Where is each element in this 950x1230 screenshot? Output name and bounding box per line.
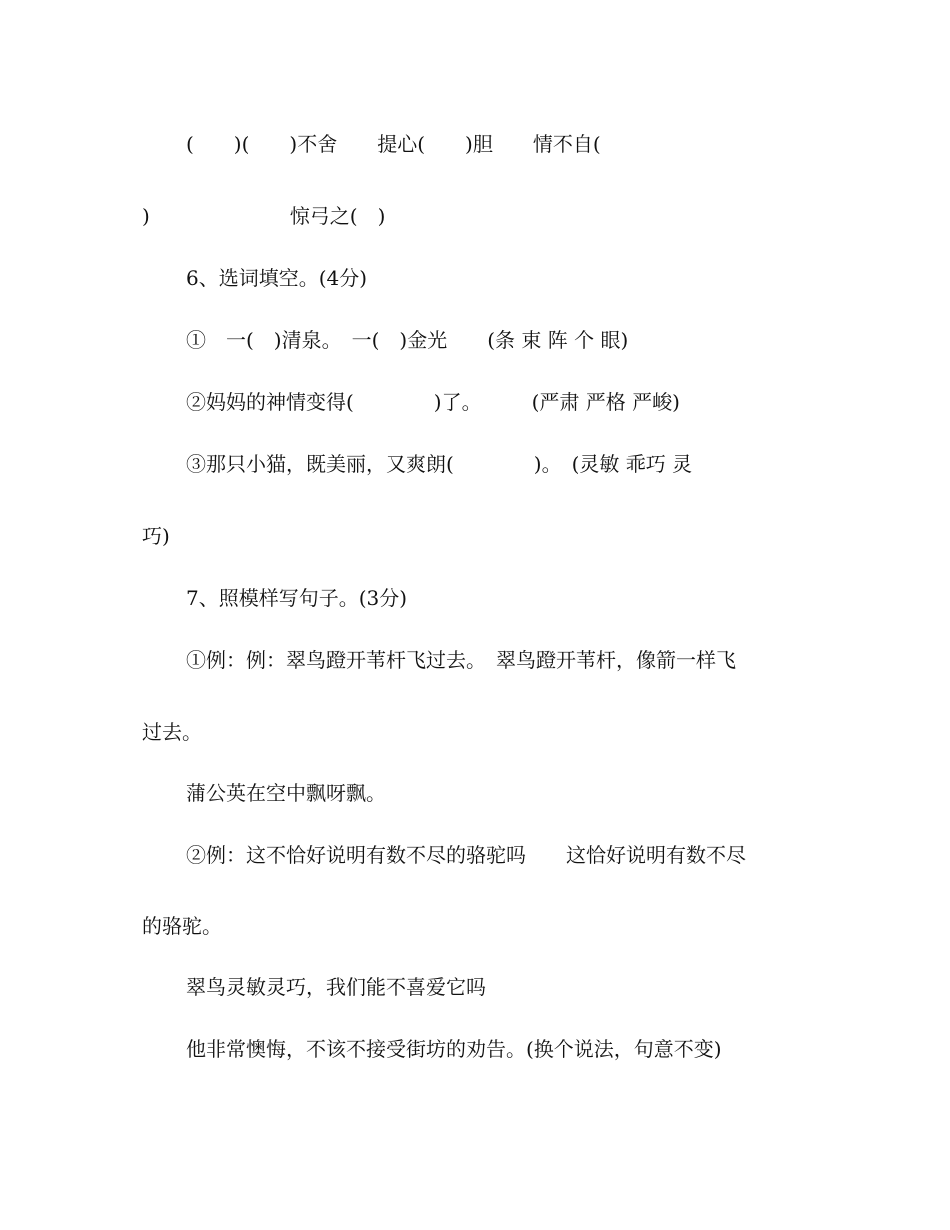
- question-7-example-1-cont: 过去。: [142, 720, 202, 744]
- question-6-item-3: ③那只小猫，既美丽，又爽朗( )。 (灵敏 乖巧 灵: [186, 452, 693, 476]
- question-7-example-1: ①例：例：翠鸟蹬开苇杆飞过去。 翠鸟蹬开苇杆，像箭一样飞: [186, 648, 736, 672]
- question-7-example-2: ②例：这不恰好说明有数不尽的骆驼吗 这恰好说明有数不尽: [186, 843, 746, 867]
- question-6-item-3-cont: 巧): [142, 524, 170, 548]
- question-7-task-1: 蒲公英在空中飘呀飘。: [186, 781, 386, 805]
- question-7-task-3: 他非常懊悔，不该不接受街坊的劝告。(换个说法，句意不变): [186, 1037, 722, 1061]
- question-7-example-2-cont: 的骆驼。: [142, 914, 222, 938]
- question-7-heading: 7、照模样写句子。(3分): [186, 586, 408, 610]
- idiom-fill-line-1: ( )( )不舍 提心( )胆 情不自(: [186, 132, 601, 156]
- question-7-task-2: 翠鸟灵敏灵巧，我们能不喜爱它吗: [186, 975, 486, 999]
- question-6-heading: 6、选词填空。(4分): [186, 266, 368, 290]
- question-6-item-2: ②妈妈的神情变得( )了。 (严肃 严格 严峻): [186, 390, 680, 414]
- idiom-fill-line-2: ) 惊弓之( ): [142, 204, 386, 228]
- question-6-item-1: ① 一( )清泉。 一( )金光 (条 束 阵 个 眼): [186, 328, 629, 352]
